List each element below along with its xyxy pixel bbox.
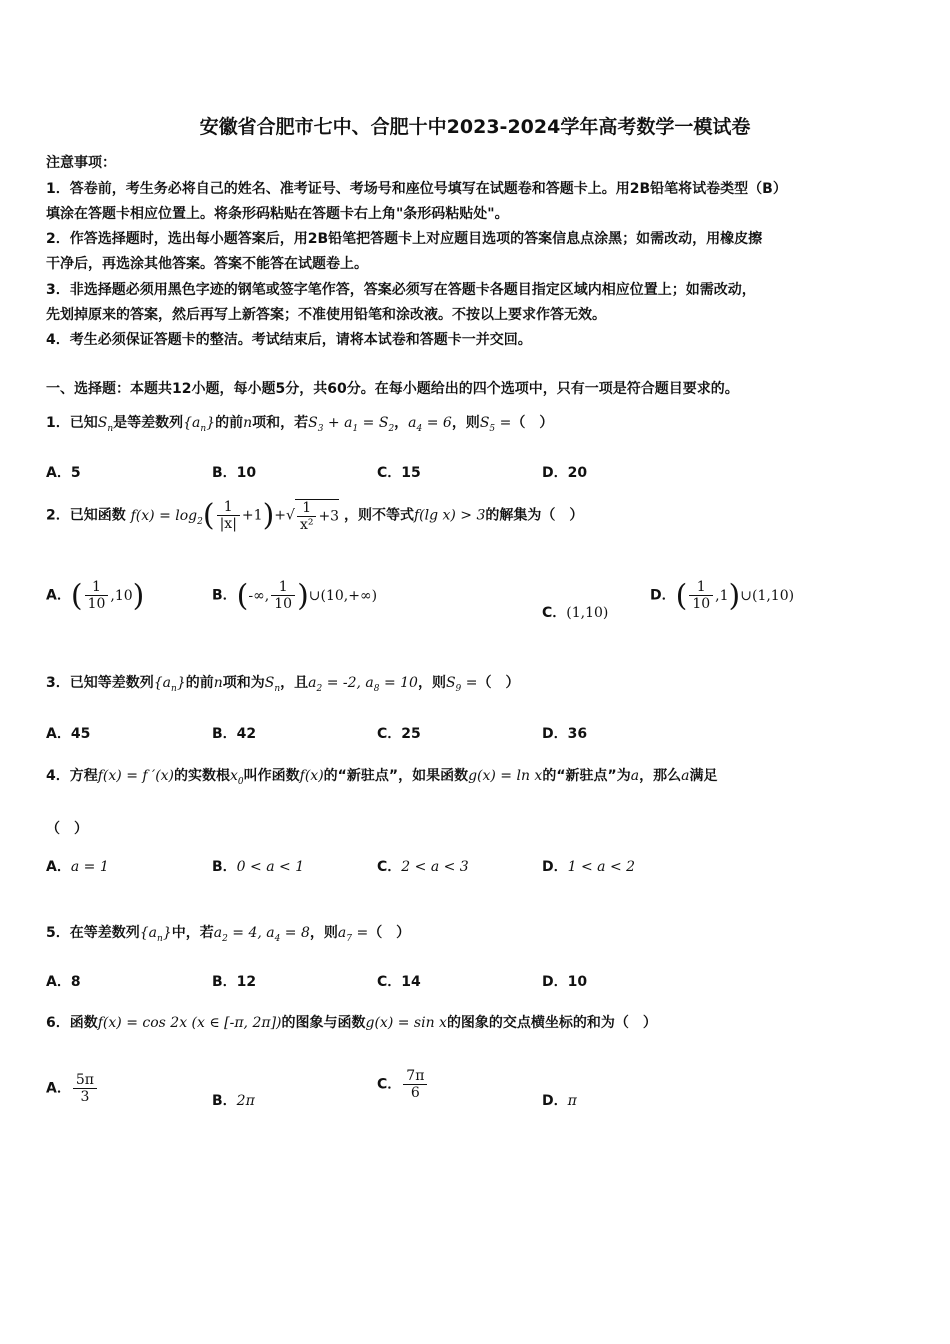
q5-text-3: ，则 (309, 925, 338, 941)
q5-text-1: 5．在等差数列 (46, 925, 140, 941)
q5-option-a: A．8 (46, 974, 81, 990)
q2-option-b: B．(-∞, $\frac{1}{10}$ )∪(10,+∞) (212, 578, 378, 613)
q6-option-a: A． $\frac{5\pi}{3}$ (46, 1072, 99, 1105)
section-heading: 一、选择题：本题共12小题，每小题5分，共60分。在每小题给出的四个选项中，只有一项是符合题目要求的。 (46, 381, 739, 397)
q3-text-6: （ ） (477, 675, 520, 691)
notice-line-5: 3．非选择题必须用黑色字迹的钢笔或签字笔作答，答案必须写在答题卡各题目指定区域内相应位置上；如需改动， (46, 282, 756, 298)
q4-text-4: 的“新驻点”，如果函数 (323, 768, 469, 784)
q4-text-3: 叫作函数 (243, 768, 300, 784)
question-4: 4．方程f(x) = f ′(x)的实数根$x_0$叫作函数f(x)的“新驻点”，如果函数g(x) = ln x的“新驻点”为a，那么a满足 (46, 768, 718, 787)
q1-text-7: （ ） (511, 415, 554, 431)
q2-text-3: 的解集为（ ） (485, 507, 584, 524)
q1-option-d: D．20 (542, 465, 588, 481)
q1-text-6: ，则 (451, 415, 480, 431)
q3-text-1: 3．已知等差数列 (46, 675, 154, 691)
q6-option-c: C． $\frac{7\pi}{6}$ (377, 1068, 429, 1101)
q4-text-5: 的“新驻点”为 (542, 768, 631, 784)
q6-text-1: 6．函数 (46, 1015, 98, 1031)
question-5: 5．在等差数列$\{a_n\}$中，若$a_2 = 4$, $a_4 = 8$，则$a_7$ =（ ） (46, 925, 411, 944)
q3-option-b: B．42 (212, 726, 257, 742)
notice-line-2: 填涂在答题卡相应位置上。将条形码粘贴在答题卡右上角"条形码粘贴处"。 (46, 206, 509, 222)
notice-line-4: 干净后，再选涂其他答案。答案不能答在试题卷上。 (46, 256, 368, 272)
q4-text-6: ，那么 (639, 768, 682, 784)
question-3: 3．已知等差数列$\{a_n\}$的前n项和为$S_n$，且$a_2 = -2$, $a_8 = 10$，则$S_9$ =（ ） (46, 675, 520, 694)
notice-line-7: 4．考生必须保证答题卡的整洁。考试结束后，请将本试卷和答题卡一并交回。 (46, 332, 532, 348)
q5-option-c: C．14 (377, 974, 421, 990)
exam-title: 安徽省合肥市七中、合肥十中2023-2024学年高考数学一模试卷 (199, 116, 751, 138)
q1-text-4: 项和，若 (252, 415, 309, 431)
q1-option-b: B．10 (212, 465, 257, 481)
q3-option-d: D．36 (542, 726, 588, 742)
q4-text-1: 4．方程 (46, 768, 98, 784)
q2-option-c: C．(1,10) (542, 605, 609, 621)
question-2: 2．已知函数 $f(x) = \log_2$( $\frac{1}{|x|}$ +1)+√ $\frac{1}{\text{x²}}$ +3 ，则不等式f(lg x) > 3的解集为（ ） (46, 498, 584, 533)
q4-option-a: A．a = 1 (46, 859, 109, 875)
q1-option-a: A．5 (46, 465, 81, 481)
q2-text-1: 2．已知函数 (46, 507, 126, 524)
notice-line-3: 2．作答选择题时，选出每小题答案后，用2B铅笔把答题卡上对应题目选项的答案信息点涂黑；如需改动，用橡皮擦 (46, 231, 763, 247)
q1-text-2: 是等差数列 (113, 415, 184, 431)
notice-line-1: 1．答卷前，考生务必将自己的姓名、准考证号、考场号和座位号填写在试题卷和答题卡上。用2B铅笔将试卷类型（B） (46, 181, 787, 197)
q5-option-d: D．10 (542, 974, 588, 990)
notice-heading: 注意事项： (46, 155, 116, 171)
q6-text-3: 的图象的交点横坐标的和为（ ） (446, 1015, 657, 1031)
q5-text-2: 中，若 (171, 925, 214, 941)
q3-text-2: 的前 (185, 675, 214, 691)
q4-paren: （ ） (46, 821, 88, 837)
question-1: 1．已知$S_n$是等差数列$\{a_n\}$的前n项和，若$S_3 + a_1 = S_2$，$a_4 = 6$，则$S_5$ =（ ） (46, 415, 554, 434)
q2-option-a: A．( $\frac{1}{10}$ ,10) (46, 578, 145, 613)
q3-option-c: C．25 (377, 726, 421, 742)
q2-text-2: ，则不等式 (343, 507, 414, 524)
q5-text-4: （ ） (368, 925, 411, 941)
question-6: 6．函数f(x) = cos 2x (x ∈ [-π, 2π])的图象与函数g(x) = sin x的图象的交点横坐标的和为（ ） (46, 1015, 657, 1031)
q1-text-3: 的前 (215, 415, 244, 431)
q1-text-1: 1．已知 (46, 415, 98, 431)
q4-option-d: D．1 < a < 2 (542, 859, 636, 875)
q3-text-3: 项和为 (222, 675, 265, 691)
q1-text-5: ， (394, 415, 409, 431)
q3-text-4: ，且 (280, 675, 309, 691)
q2-option-d: D．( $\frac{1}{10}$ ,1)∪(1,10) (650, 578, 795, 613)
q6-text-2: 的图象与函数 (281, 1015, 366, 1031)
notice-line-6: 先划掉原来的答案，然后再写上新答案；不准使用铅笔和涂改液。不按以上要求作答无效。 (46, 307, 606, 323)
q4-option-b: B．0 < a < 1 (212, 859, 305, 875)
q1-option-c: C．15 (377, 465, 421, 481)
q6-option-b: B．2π (212, 1093, 255, 1109)
q4-text-2: 的实数根 (174, 768, 231, 784)
q4-option-c: C．2 < a < 3 (377, 859, 469, 875)
q4-text-7: 满足 (689, 768, 718, 784)
q5-option-b: B．12 (212, 974, 257, 990)
q3-option-a: A．45 (46, 726, 91, 742)
q6-option-d: D．π (542, 1093, 577, 1109)
q3-text-5: ，则 (417, 675, 446, 691)
